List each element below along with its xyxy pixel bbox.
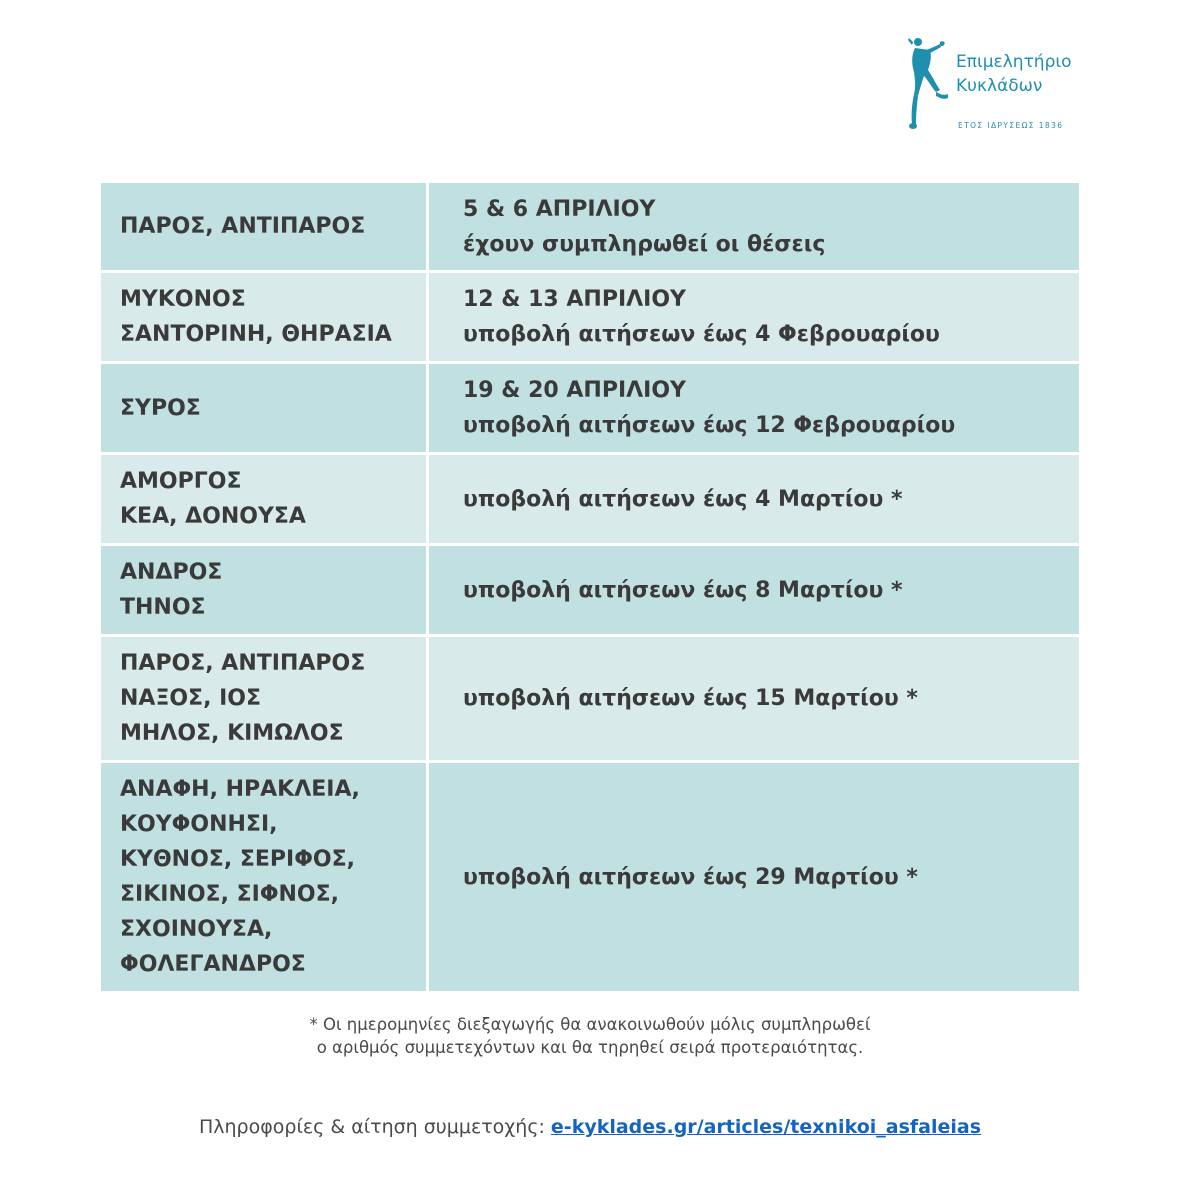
date-info-line: 5 & 6 ΑΠΡΙΛΙΟΥ	[463, 196, 656, 222]
schedule-body	[100, 182, 1081, 993]
island-line: ΣΙΚΙΝΟΣ, ΣΙΦΝΟΣ,	[120, 882, 340, 907]
island-line: ΚΕΑ, ΔΟΝΟΥΣΑ	[120, 504, 306, 529]
islands-cell	[100, 454, 428, 545]
date-info-line: υποβολή αιτήσεων έως 4 Μαρτίου *	[463, 486, 903, 512]
island-line: ΝΑΞΟΣ, ΙΟΣ	[120, 686, 262, 711]
schedule-row	[100, 454, 1081, 545]
dates-cell	[428, 545, 1081, 636]
island-line: ΚΟΥΦΟΝΗΣΙ,	[120, 812, 278, 837]
date-info-line: υποβολή αιτήσεων έως 29 Μαρτίου *	[463, 864, 918, 890]
schedule-row	[100, 363, 1081, 454]
islands-cell	[100, 182, 428, 272]
islands-cell	[100, 272, 428, 363]
islands-cell	[100, 545, 428, 636]
footnote	[0, 1013, 1180, 1059]
island-line: ΦΟΛΕΓΑΝΔΡΟΣ	[120, 952, 306, 977]
date-info-line: υποβολή αιτήσεων έως 4 Φεβρουαρίου	[463, 322, 940, 347]
date-info-line: υποβολή αιτήσεων έως 12 Φεβρουαρίου	[463, 413, 956, 438]
info-label: Πληροφορίες & αίτηση συμμετοχής:	[198, 1116, 545, 1138]
island-line: ΜΗΛΟΣ, ΚΙΜΩΛΟΣ	[120, 721, 344, 746]
chamber-name-line1: Επιμελητήριο	[956, 52, 1072, 72]
island-line: ΑΝΔΡΟΣ	[120, 560, 223, 585]
established-year: ΕΤΟΣ ΙΔΡΥΣΕΩΣ 1836	[958, 121, 1064, 130]
dates-cell	[428, 762, 1081, 993]
island-line: ΜΥΚΟΝΟΣ	[120, 287, 246, 312]
dates-cell	[428, 636, 1081, 762]
island-line: ΠΑΡΟΣ, ΑΝΤΙΠΑΡΟΣ	[120, 214, 366, 239]
island-line: ΤΗΝΟΣ	[120, 595, 206, 620]
chamber-name-line2: Κυκλάδων	[956, 76, 1043, 96]
dates-cell	[428, 182, 1081, 272]
island-line: ΣΑΝΤΟΡΙΝΗ, ΘΗΡΑΣΙΑ	[120, 322, 392, 347]
dates-cell	[428, 454, 1081, 545]
date-info-line: υποβολή αιτήσεων έως 15 Μαρτίου *	[463, 686, 918, 711]
date-info-line: 12 & 13 ΑΠΡΙΛΙΟΥ	[463, 287, 686, 312]
schedule-row	[100, 182, 1081, 272]
date-info-line: έχουν συμπληρωθεί οι θέσεις	[463, 231, 826, 257]
info-link[interactable]: e-kyklades.gr/articles/texnikoi_asfaleias	[550, 1116, 982, 1138]
info-line	[0, 1116, 1180, 1138]
island-line: ΠΑΡΟΣ, ΑΝΤΙΠΑΡΟΣ	[120, 651, 366, 676]
footnote-line2: ο αριθμός συμμετεχόντων και θα τηρηθεί σειρά προτεραιότητας.	[316, 1038, 864, 1057]
seminar-schedule-table	[98, 180, 1082, 994]
hermes-figure-icon	[902, 36, 952, 132]
date-info-line: υποβολή αιτήσεων έως 8 Μαρτίου *	[463, 577, 903, 603]
islands-cell	[100, 636, 428, 762]
island-line: ΑΜΟΡΓΟΣ	[120, 469, 242, 494]
chamber-name	[956, 50, 1072, 98]
schedule-row	[100, 636, 1081, 762]
schedule-row	[100, 762, 1081, 993]
date-info-line: 19 & 20 ΑΠΡΙΛΙΟΥ	[463, 378, 686, 403]
islands-cell	[100, 762, 428, 993]
island-line: ΚΥΘΝΟΣ, ΣΕΡΙΦΟΣ,	[120, 847, 355, 872]
footnote-line1: * Οι ημερομηνίες διεξαγωγής θα ανακοινωθούν μόλις συμπληρωθεί	[309, 1015, 871, 1034]
schedule-row	[100, 272, 1081, 363]
dates-cell	[428, 363, 1081, 454]
island-line: ΑΝΑΦΗ, ΗΡΑΚΛΕΙΑ,	[120, 777, 360, 802]
island-line: ΣΧΟΙΝΟΥΣΑ,	[120, 917, 273, 942]
chamber-logo	[902, 36, 1092, 136]
schedule-row	[100, 545, 1081, 636]
island-line: ΣΥΡΟΣ	[120, 395, 201, 421]
islands-cell	[100, 363, 428, 454]
dates-cell	[428, 272, 1081, 363]
